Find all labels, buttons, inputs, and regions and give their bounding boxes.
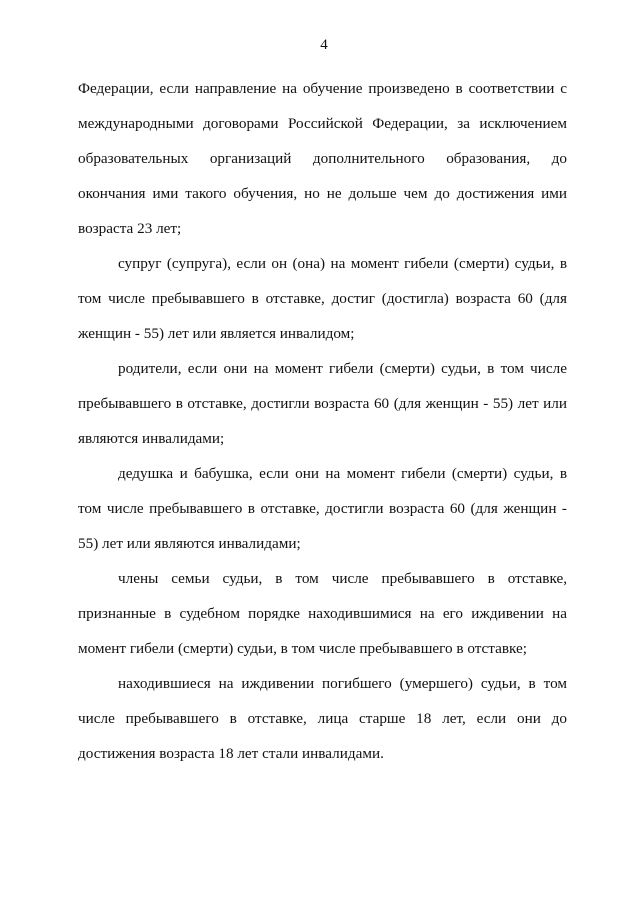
paragraph-spouse: супруг (супруга), если он (она) на момент гибели (смерти) судьи, в том числе пребывавшего в отставке, достиг (достигла) возраста 60 (для женщин - 55) лет или является инвалидом; <box>78 255 567 342</box>
paragraph-grandparents: дедушка и бабушка, если они на момент гибели (смерти) судьи, в том числе пребывавшего в отставке, достигли возраста 60 (для женщин - 55) лет или являются инвалидами; <box>78 465 567 552</box>
document-body <box>78 71 567 771</box>
paragraph-family-members: члены семьи судьи, в том числе пребывавшего в отставке, признанные в судебном порядке находившимися на его иждивении на момент гибели (смерти) судьи, в том числе пребывавшего в отставке; <box>78 570 567 657</box>
paragraph-dependents: находившиеся на иждивении погибшего (умершего) судьи, в том числе пребывавшего в отставке, лица старше 18 лет, если они до достижения возраста 18 лет стали инвалидами. <box>78 675 567 762</box>
paragraph-parents: родители, если они на момент гибели (смерти) судьи, в том числе пребывавшего в отставке, достигли возраста 60 (для женщин - 55) лет или являются инвалидами; <box>78 360 567 447</box>
page-number: 4 <box>320 37 328 53</box>
paragraph-continuation: Федерации, если направление на обучение произведено в соответствии с международными договорами Российской Федерации, за исключением образовательных организаций дополнительного образования, до окончания ими такого обучения, но не дольше чем до достижения ими возраста 23 лет; <box>78 80 567 237</box>
